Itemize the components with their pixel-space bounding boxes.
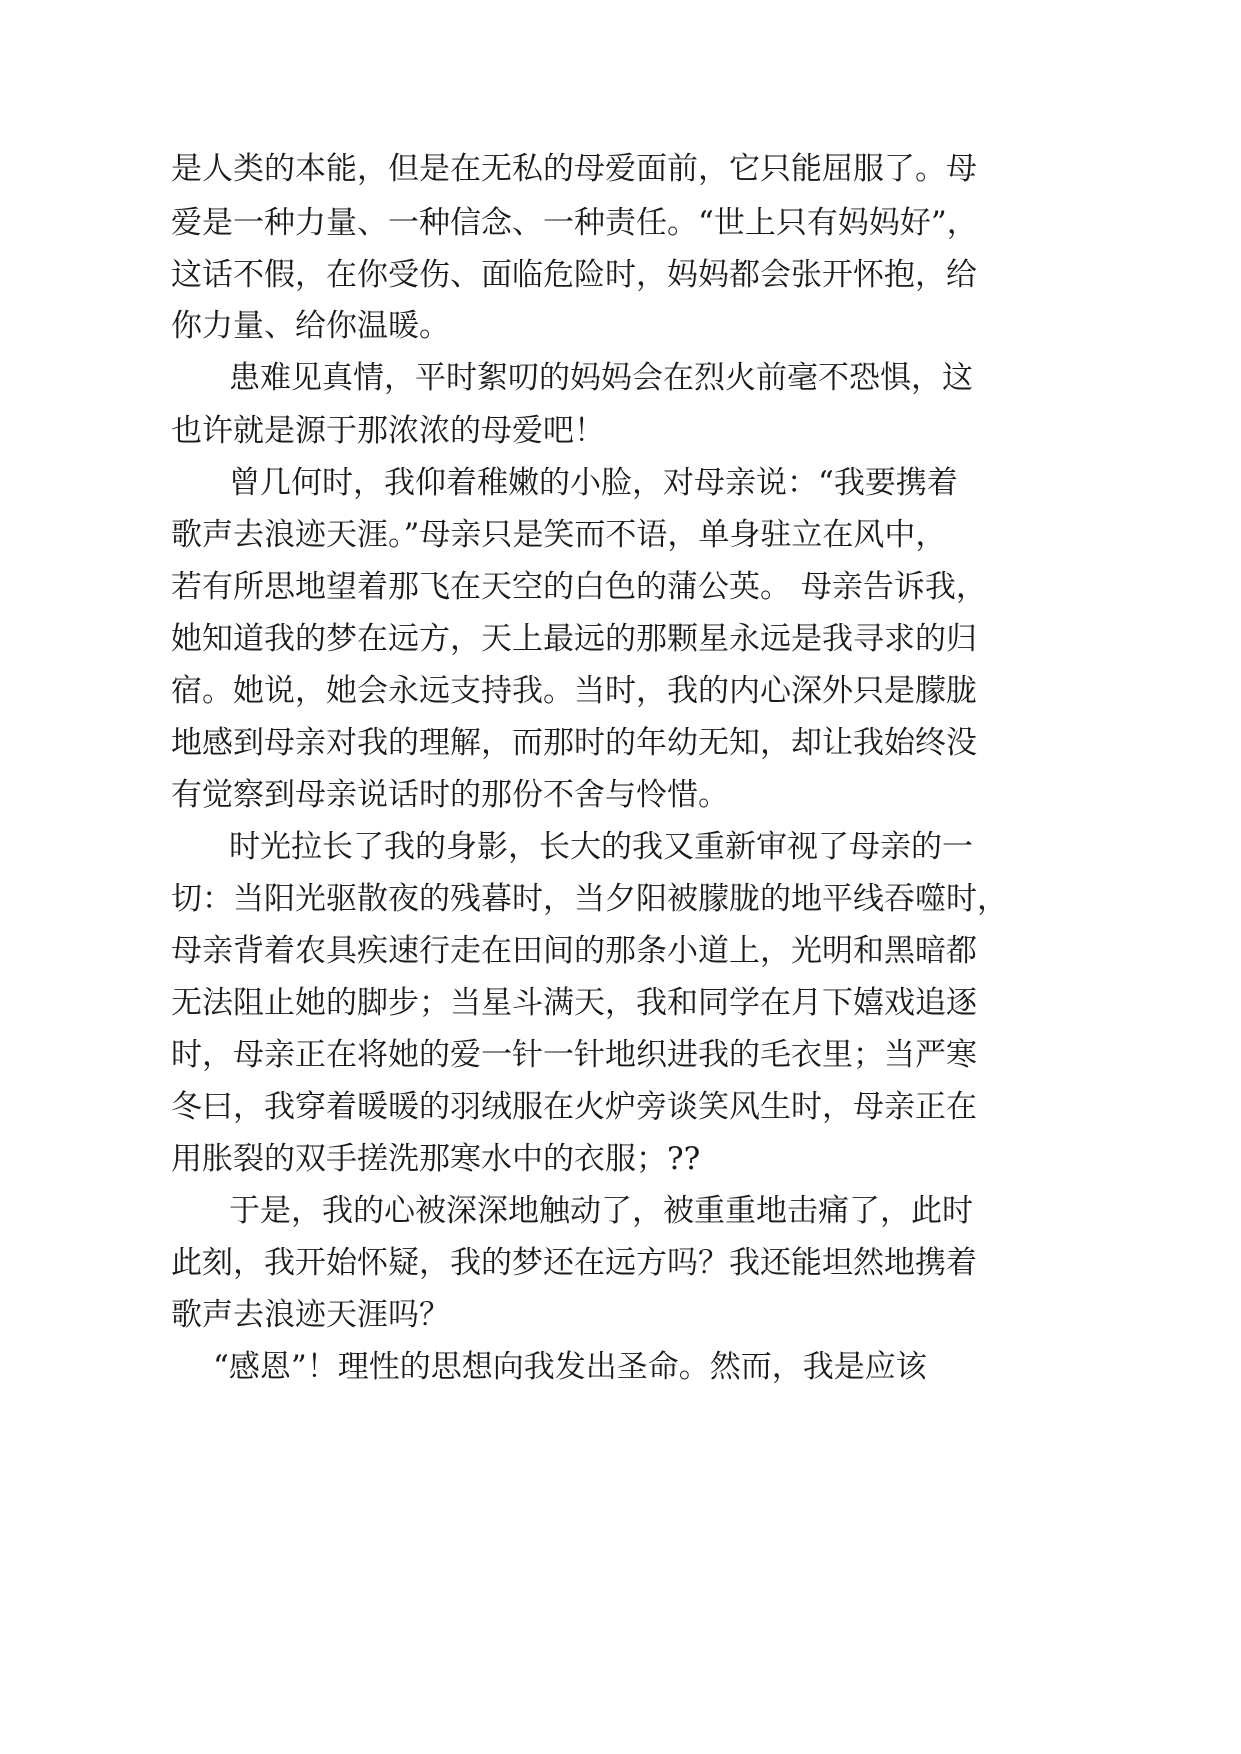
text-line — [0, 403, 1241, 459]
text-line — [0, 559, 1241, 615]
line-text: 也许就是源于那浓浓的母爱吧！ — [171, 413, 605, 449]
text-line — [0, 871, 1241, 927]
text-line — [0, 663, 1241, 719]
line-text: 地感到母亲对我的理解，而那时的年幼无知，却让我始终没 — [171, 725, 977, 761]
line-text: 用胀裂的双手搓洗那寒水中的衣服；?? — [171, 1141, 701, 1177]
line-text: 她知道我的梦在远方，天上最远的那颗星永远是我寻求的归 — [171, 621, 977, 657]
text-line — [0, 195, 1241, 251]
line-text: 于是，我的心被深深地触动了，被重重地击痛了，此时 — [229, 1193, 973, 1229]
text-line — [0, 1131, 1241, 1187]
text-line — [0, 298, 1241, 354]
text-line — [0, 1235, 1241, 1291]
line-text: 是人类的本能，但是在无私的母爱面前，它只能屈服了。母 — [171, 151, 977, 187]
line-text: 切：当阳光驱散夜的残暮时，当夕阳被朦胧的地平线吞噬时， — [171, 881, 1008, 917]
line-text: 曾几何时，我仰着稚嫩的小脸，对母亲说：“我要携着 — [229, 465, 958, 501]
text-line — [0, 350, 1241, 406]
text-line — [0, 141, 1241, 197]
text-line — [0, 1027, 1241, 1083]
line-text: 这话不假，在你受伤、面临危险时，妈妈都会张开怀抱，给 — [171, 257, 977, 293]
text-line — [0, 819, 1241, 875]
line-text: 时光拉长了我的身影，长大的我又重新审视了母亲的一 — [229, 829, 973, 865]
line-text: 患难见真情，平时絮叨的妈妈会在烈火前毫不恐惧，这 — [229, 360, 973, 396]
line-text: 此刻，我开始怀疑，我的梦还在远方吗？我还能坦然地携着 — [171, 1245, 977, 1281]
text-line — [0, 455, 1241, 511]
text-line — [0, 1339, 1241, 1395]
text-line — [0, 611, 1241, 667]
line-text: 无法阻止她的脚步；当星斗满天，我和同学在月下嬉戏追逐 — [171, 985, 977, 1021]
line-text: 母亲背着农具疾速行走在田间的那条小道上，光明和黑暗都 — [171, 933, 977, 969]
line-text: 宿。她说，她会永远支持我。当时，我的内心深外只是朦胧 — [171, 673, 977, 709]
line-text: “感恩”！理性的思想向我发出圣命。然而，我是应该 — [213, 1349, 927, 1385]
text-line — [0, 507, 1241, 563]
text-line — [0, 1079, 1241, 1135]
line-text: 爱是一种力量、一种信念、一种责任。“世上只有妈妈好”， — [171, 205, 978, 241]
line-text: 歌声去浪迹天涯。”母亲只是笑而不语，单身驻立在风中， — [171, 517, 947, 553]
text-line — [0, 767, 1241, 823]
line-text: 歌声去浪迹天涯吗？ — [171, 1297, 450, 1333]
line-text: 若有所思地望着那飞在天空的白色的蒲公英。 母亲告诉我， — [171, 569, 987, 605]
text-line — [0, 975, 1241, 1031]
text-line — [0, 247, 1241, 303]
line-text: 你力量、给你温暖。 — [171, 308, 450, 344]
text-line — [0, 1287, 1241, 1343]
text-line — [0, 923, 1241, 979]
line-text: 有觉察到母亲说话时的那份不舍与怜惜。 — [171, 777, 729, 813]
text-line — [0, 715, 1241, 771]
text-line — [0, 1183, 1241, 1239]
line-text: 时，母亲正在将她的爱一针一针地织进我的毛衣里；当严寒 — [171, 1037, 977, 1073]
line-text: 冬曰，我穿着暖暖的羽绒服在火炉旁谈笑风生时，母亲正在 — [171, 1089, 977, 1125]
